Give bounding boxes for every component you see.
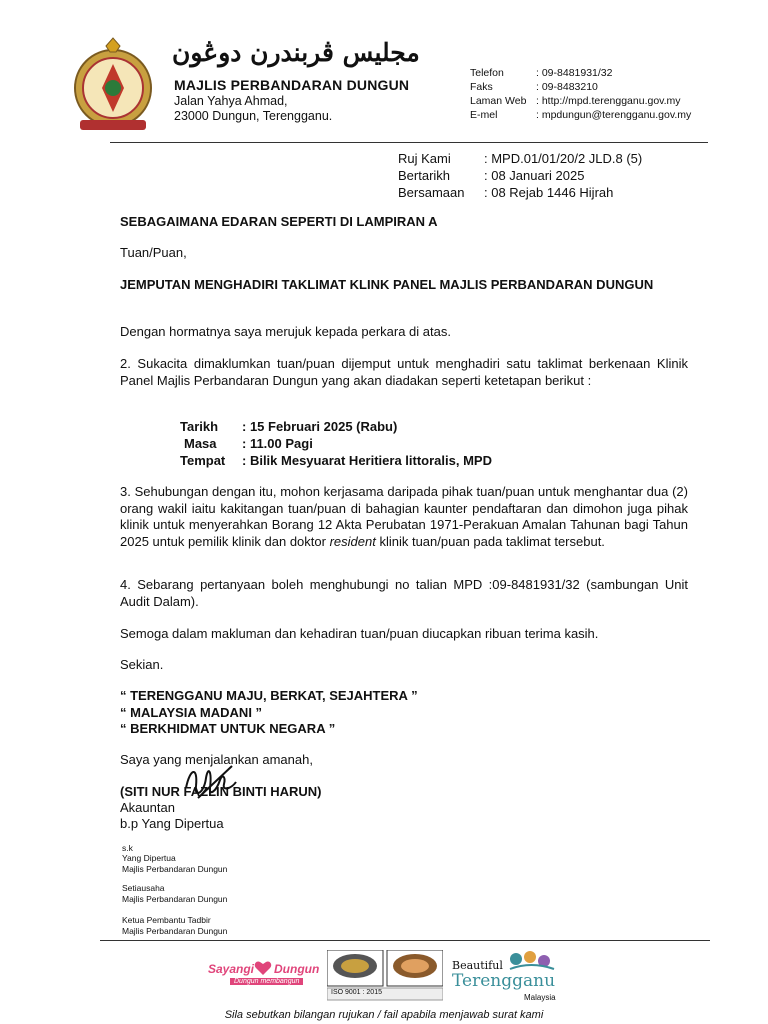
iso-label: ISO 9001 : 2015 [331, 989, 382, 996]
recipient-line: SEBAGAIMANA EDARAN SEPERTI DI LAMPIRAN A [120, 214, 438, 229]
detail-label: Tarikh [180, 419, 219, 434]
sayangi-text: Sayangi [208, 962, 255, 976]
contact-label: Faks [470, 81, 493, 93]
hijri-label: Bersamaan [398, 185, 465, 200]
signatory-name: (SITI NUR FAZLIN BINTI HARUN) [120, 784, 322, 799]
beautiful-terengganu-logo [452, 947, 562, 1003]
contact-label: Telefon [470, 67, 504, 79]
contact-label: Laman Web [470, 95, 527, 107]
certification-badges [327, 950, 443, 1002]
ref-value: : MPD.01/01/20/2 JLD.8 (5) [484, 151, 643, 166]
event-details [180, 418, 492, 469]
address-line-1: Jalan Yahya Ahmad, [174, 94, 288, 108]
salutation: Tuan/Puan, [120, 245, 187, 260]
beautiful-text: Beautiful [452, 959, 503, 972]
date-label: Bertarikh [398, 168, 451, 183]
closing: Sekian. [120, 657, 164, 672]
heart-icon [254, 960, 272, 976]
phone-value: : 09-8481931/32 [536, 67, 613, 79]
detail-label: Tempat [180, 453, 226, 468]
paragraph-3-italic: resident [329, 533, 376, 549]
address-line-2: 23000 Dungun, Terengganu. [174, 109, 333, 123]
hijri-value: : 08 Rejab 1446 Hijrah [484, 185, 614, 200]
sign-off: Saya yang menjalankan amanah, [120, 752, 313, 767]
contact-block [470, 66, 691, 122]
dungun-text: Dungun [274, 962, 320, 976]
reference-block [398, 150, 642, 201]
flower-icon [506, 947, 556, 973]
website-link[interactable]: : http://mpd.terengganu.gov.my [536, 95, 681, 107]
terengganu-text: Terengganu [452, 971, 556, 991]
paragraph-1: Dengan hormatnya saya merujuk kepada perkara di atas. [120, 324, 451, 339]
email-link[interactable]: : mpdungun@terengganu.gov.my [536, 109, 692, 121]
paragraph-3-main: 3. Sehubungan dengan itu, mohon kerjasama daripada pihak tuan/puan untuk menghantar dua (2) orang wakil iaitu kakitangan tuan/puan di bahagian kaunter pendaftaran dan dimohon juga pihak klinik untuk menyerahkan Borang 12 Akta Perubatan 1971-Perakuan Amalan Tahunan bagi Tahun 2025 untuk pemilik klinik dan doktor [120, 484, 688, 549]
motto-line: “ BERKHIDMAT UNTUK NEGARA ” [120, 721, 336, 736]
paragraph-3-end: klinik tuan/puan pada taklimat tersebut. [379, 533, 605, 549]
cc-entry [122, 915, 227, 936]
cc-org: Majlis Perbandaran Dungun [122, 863, 228, 874]
motto-line: “ TERENGGANU MAJU, BERKAT, SEJAHTERA ” [120, 688, 418, 703]
paragraph-4: 4. Sebarang pertanyaan boleh menghubungi no talian MPD :09-8481931/32 (sambungan Unit Audit Dalam). [120, 577, 688, 609]
cc-org: Majlis Perbandaran Dungun [122, 893, 228, 904]
sayangi-dungun-logo [208, 958, 318, 990]
signatory-position: Akauntan [120, 800, 175, 815]
jawi-council-name: مجليس ڤربندرن دوڠون [172, 38, 420, 67]
cc-title: Ketua Pembantu Tadbir [122, 915, 211, 925]
footer-divider [100, 940, 710, 941]
event-date: : 15 Februari 2025 (Rabu) [242, 419, 398, 434]
letter-subject: JEMPUTAN MENGHADIRI TAKLIMAT KLINK PANEL MAJLIS PERBANDARAN DUNGUN [120, 277, 654, 292]
cc-org: Majlis Perbandaran Dungun [122, 925, 228, 936]
header-divider [110, 142, 708, 143]
council-crest-logo [66, 36, 160, 136]
ref-label: Ruj Kami [398, 151, 451, 166]
fax-value: : 09-8483210 [536, 81, 598, 93]
paragraph-3 [120, 484, 688, 550]
event-venue: : Bilik Mesyuarat Heritiera littoralis, MPD [242, 453, 492, 468]
cc-entry [122, 853, 227, 874]
sayangi-tagline: Dungun membangun [230, 978, 303, 985]
detail-label: Masa [184, 436, 217, 451]
event-time: : 11.00 Pagi [242, 436, 313, 451]
cc-label: s.k [122, 843, 133, 853]
cc-title: Yang Dipertua [122, 853, 176, 863]
on-behalf: b.p Yang Dipertua [120, 816, 224, 831]
paragraph-5: Semoga dalam makluman dan kehadiran tuan/puan diucapkan ribuan terima kasih. [120, 626, 599, 641]
motto-block [120, 688, 418, 738]
date-value: : 08 Januari 2025 [484, 168, 585, 183]
contact-label: E-mel [470, 109, 498, 121]
reference-footer-note: Sila sebutkan bilangan rujukan / fail apabila menjawab surat kami [224, 1009, 544, 1021]
motto-line: “ MALAYSIA MADANI ” [120, 704, 263, 720]
council-name: MAJLIS PERBANDARAN DUNGUN [174, 77, 410, 93]
cc-entry [122, 883, 227, 904]
cc-title: Setiausaha [122, 883, 165, 893]
malaysia-text: Malaysia [524, 993, 556, 1002]
paragraph-2: 2. Sukacita dimaklumkan tuan/puan dijemput untuk menghadiri satu taklimat berkenaan Klinik Panel Majlis Perbandaran Dungun yang akan diadakan seperti ketetapan berikut : [120, 356, 688, 388]
